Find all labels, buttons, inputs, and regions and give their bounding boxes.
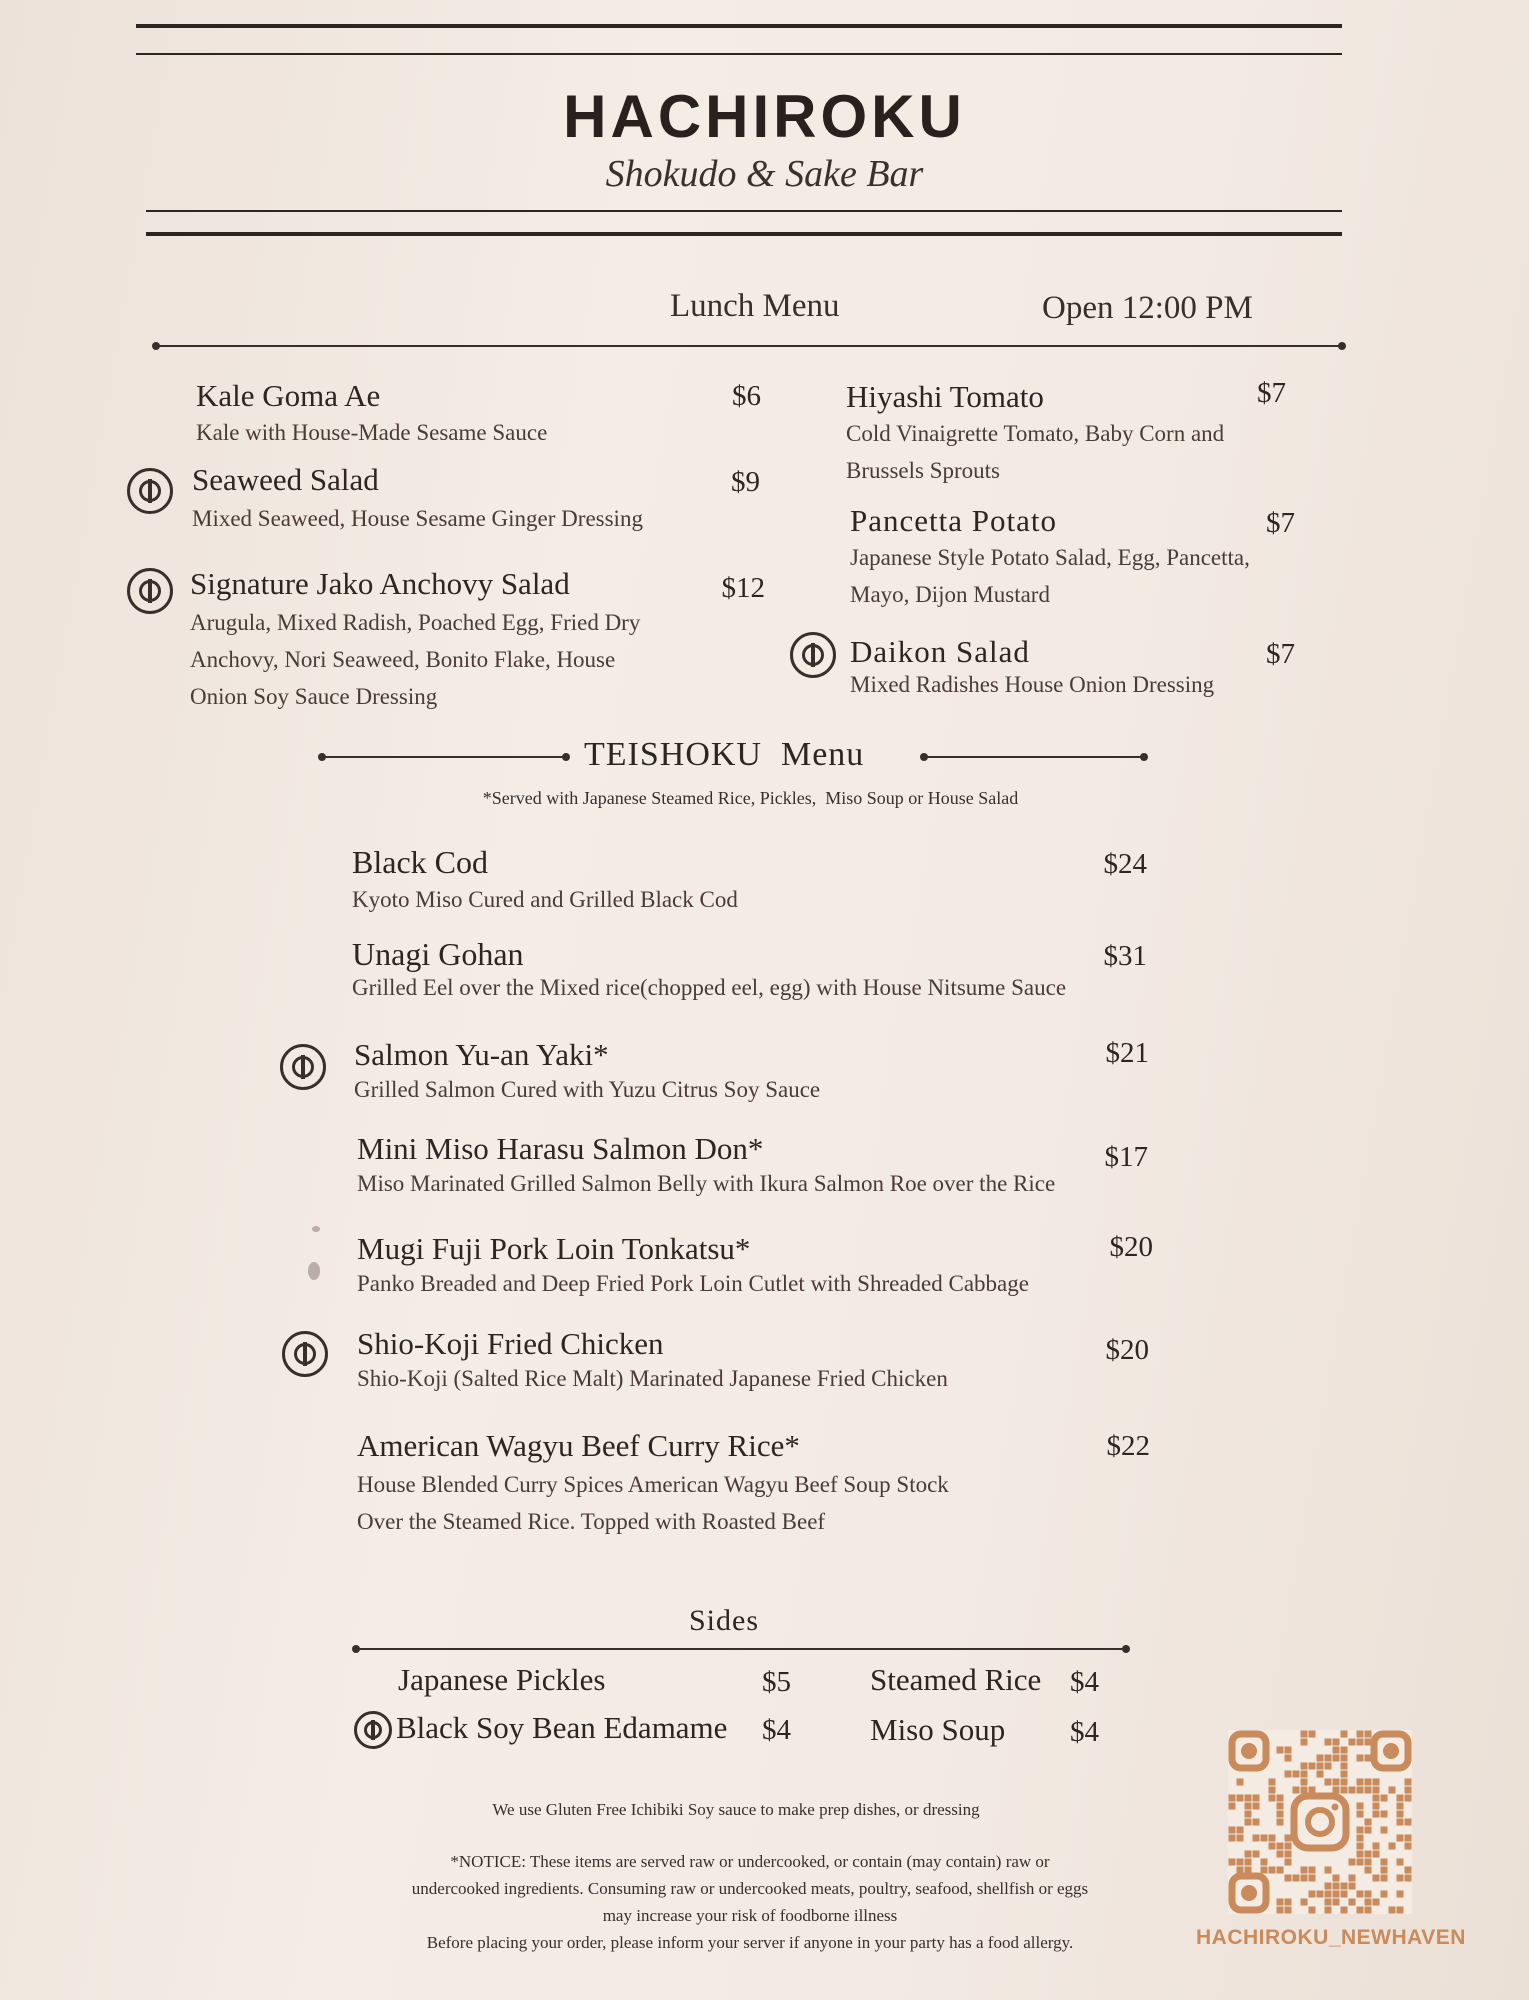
qr-module [1373,1851,1380,1858]
qr-module [1269,1867,1276,1874]
qr-module [1237,1867,1244,1874]
instagram-qr-code[interactable] [1228,1730,1412,1914]
starter-jako-anchovy-salad [190,566,765,715]
qr-module [1381,1891,1388,1898]
qr-module [1341,1883,1348,1890]
qr-module [1245,1867,1252,1874]
qr-module [1301,1771,1308,1778]
qr-module [1373,1811,1380,1818]
qr-module [1365,1779,1372,1786]
signature-badge-icon [127,468,173,514]
instagram-icon [1294,1796,1346,1848]
qr-module [1245,1819,1252,1826]
qr-module [1333,1891,1340,1898]
qr-module [1389,1787,1396,1794]
signature-badge-icon [354,1711,392,1749]
signature-badge-icon [790,632,836,678]
qr-module [1397,1891,1404,1898]
qr-module [1309,1891,1316,1898]
qr-module [1357,1835,1364,1842]
notice-line: *NOTICE: These items are served raw or undercooked, or contain (may contain) raw or [450,1852,1050,1871]
qr-module [1373,1779,1380,1786]
qr-module [1389,1907,1396,1914]
top-rule-2 [136,53,1342,55]
item-description-line: Japanese Style Potato Salad, Egg, Pancetta, [850,545,1250,570]
qr-module [1269,1835,1276,1842]
signature-badge-icon [127,568,173,614]
gluten-free-note: We use Gluten Free Ichibiki Soy sauce to make prep dishes, or dressing [492,1800,980,1819]
qr-module [1341,1779,1348,1786]
side-japanese-pickles: Japanese Pickles [398,1662,606,1697]
qr-module [1245,1803,1252,1810]
qr-module [1277,1803,1284,1810]
qr-module [1381,1811,1388,1818]
item-price: $12 [721,572,765,604]
qr-module [1357,1755,1364,1762]
qr-module [1365,1739,1372,1746]
item-description: Miso Marinated Grilled Salmon Belly with Ikura Salmon Roe over the Rice [357,1171,1056,1196]
item-name: Salmon Yu-an Yaki* [354,1037,609,1072]
item-name: American Wagyu Beef Curry Rice* [357,1428,800,1463]
teishoku-wagyu-beef-curry-rice [357,1428,1157,1540]
qr-module [1397,1803,1404,1810]
qr-module [1381,1795,1388,1802]
qr-module [1301,1787,1308,1794]
qr-module [1269,1795,1276,1802]
qr-module [1349,1883,1356,1890]
qr-module [1325,1739,1332,1746]
starter-kale-goma-ae [196,378,761,451]
qr-module [1357,1739,1364,1746]
instagram-handle: HACHIROKU_NEWHAVEN [1196,1926,1466,1949]
item-name: Black Cod [352,844,488,880]
qr-module [1341,1755,1348,1762]
qr-module [1245,1811,1252,1818]
qr-module [1277,1851,1284,1858]
qr-module [1285,1899,1292,1906]
item-description-line: Brussels Sprouts [846,458,1000,483]
qr-module [1373,1803,1380,1810]
side-black-soy-bean-edamame: Black Soy Bean Edamame [396,1710,728,1745]
qr-module [1277,1819,1284,1826]
qr-module [1237,1835,1244,1842]
item-name: Pancetta Potato [850,503,1057,538]
qr-module [1333,1787,1340,1794]
qr-module [1269,1843,1276,1850]
side-japanese-pickles-price: $5 [762,1666,791,1698]
qr-module [1333,1899,1340,1906]
teishoku-shio-koji-fried-chicken [357,1326,1157,1397]
qr-module [1285,1747,1292,1754]
item-description: Kyoto Miso Cured and Grilled Black Cod [352,887,738,912]
qr-module [1285,1875,1292,1882]
item-description-line: Onion Soy Sauce Dressing [190,684,438,709]
qr-module [1397,1835,1404,1842]
item-price: $31 [1103,940,1147,972]
qr-module [1365,1891,1372,1898]
qr-module [1373,1787,1380,1794]
qr-module [1357,1859,1364,1866]
item-description: Mixed Seaweed, House Sesame Ginger Dressing [192,506,643,531]
qr-module [1293,1771,1300,1778]
qr-module [1229,1859,1236,1866]
notice-line: may increase your risk of foodborne illness [602,1906,898,1925]
qr-module [1317,1755,1324,1762]
qr-module [1325,1891,1332,1898]
raw-food-notice [320,1848,1180,1956]
qr-module [1381,1859,1388,1866]
qr-module [1309,1787,1316,1794]
item-description: Shio-Koji (Salted Rice Malt) Marinated Japanese Fried Chicken [357,1366,948,1391]
starter-seaweed-salad [192,462,760,537]
qr-module [1309,1731,1316,1738]
qr-module [1301,1731,1308,1738]
qr-module [1349,1787,1356,1794]
qr-module [1309,1907,1316,1914]
qr-module [1341,1907,1348,1914]
qr-module [1237,1779,1244,1786]
qr-module [1397,1795,1404,1802]
qr-module [1261,1859,1268,1866]
qr-module [1405,1835,1412,1842]
qr-module [1357,1907,1364,1914]
qr-module [1373,1795,1380,1802]
qr-module [1237,1827,1244,1834]
item-price: $20 [1109,1231,1153,1263]
qr-module [1405,1843,1412,1850]
qr-module [1277,1867,1284,1874]
item-name: Daikon Salad [850,634,1030,669]
item-price: $7 [1266,507,1295,539]
item-description-line: Arugula, Mixed Radish, Poached Egg, Fried Dry [190,610,641,635]
qr-module [1285,1755,1292,1762]
qr-module [1365,1819,1372,1826]
qr-module [1325,1899,1332,1906]
qr-module [1325,1763,1332,1770]
qr-module [1341,1763,1348,1770]
qr-module [1245,1851,1252,1858]
qr-module [1245,1795,1252,1802]
qr-module [1365,1755,1372,1762]
qr-module [1349,1899,1356,1906]
qr-module [1373,1875,1380,1882]
item-price: $7 [1257,377,1286,409]
qr-module [1285,1859,1292,1866]
lunch-divider [156,345,1342,347]
qr-module [1357,1803,1364,1810]
teishoku-divider-left [322,756,566,758]
item-name: Mini Miso Harasu Salmon Don* [357,1131,764,1166]
header-bottom-rule-1 [146,210,1342,212]
sides-title: Sides [689,1604,760,1637]
side-miso-soup: Miso Soup [870,1712,1006,1747]
item-description: Grilled Salmon Cured with Yuzu Citrus Soy Sauce [354,1077,821,1102]
qr-module [1405,1875,1412,1882]
qr-module [1293,1875,1300,1882]
opening-hours: Open 12:00 PM [1042,290,1253,326]
item-name: Hiyashi Tomato [846,379,1044,414]
item-name: Mugi Fuji Pork Loin Tonkatsu* [357,1231,751,1266]
qr-module [1285,1835,1292,1842]
qr-module [1365,1899,1372,1906]
menu-title: Lunch Menu [670,288,840,324]
teishoku-note: *Served with Japanese Steamed Rice, Pickles, Miso Soup or House Salad [482,788,1019,808]
teishoku-black-cod [352,844,1147,918]
qr-module [1245,1859,1252,1866]
qr-module [1365,1907,1372,1914]
item-description-line: Cold Vinaigrette Tomato, Baby Corn and [846,421,1225,446]
qr-module [1253,1795,1260,1802]
teishoku-title: TEISHOKU Menu [584,736,865,773]
top-rule-1 [136,24,1342,28]
qr-module [1293,1787,1300,1794]
item-price: $6 [732,380,761,412]
qr-module [1301,1739,1308,1746]
qr-module [1325,1755,1332,1762]
qr-module [1229,1827,1236,1834]
qr-module [1365,1867,1372,1874]
item-description: Kale with House-Made Sesame Sauce [196,420,548,445]
qr-module [1237,1859,1244,1866]
qr-module [1373,1843,1380,1850]
qr-module [1365,1731,1372,1738]
qr-module [1349,1859,1356,1866]
qr-module [1277,1747,1284,1754]
qr-module [1341,1731,1348,1738]
qr-module [1325,1779,1332,1786]
qr-module [1301,1867,1308,1874]
qr-module [1397,1859,1404,1866]
qr-module [1341,1771,1348,1778]
qr-module [1341,1891,1348,1898]
item-price: $17 [1104,1141,1148,1173]
qr-module [1357,1779,1364,1786]
item-price: $7 [1266,638,1295,670]
item-name: Unagi Gohan [352,936,524,972]
item-price: $20 [1105,1334,1149,1366]
qr-module [1397,1811,1404,1818]
qr-module [1389,1843,1396,1850]
qr-module [1405,1795,1412,1802]
side-steamed-rice-price: $4 [1070,1666,1099,1698]
qr-module [1277,1899,1284,1906]
header-bottom-rule-2 [146,232,1342,236]
qr-module [1357,1811,1364,1818]
qr-module [1365,1859,1372,1866]
qr-module [1253,1851,1260,1858]
teishoku-divider-right [924,756,1144,758]
qr-module [1333,1883,1340,1890]
starter-daikon-salad [850,634,1300,703]
qr-module [1261,1835,1268,1842]
qr-module [1277,1843,1284,1850]
qr-module [1277,1811,1284,1818]
qr-module [1285,1907,1292,1914]
item-name: Seaweed Salad [192,462,379,497]
qr-module [1397,1875,1404,1882]
qr-module [1365,1851,1372,1858]
qr-module [1253,1819,1260,1826]
qr-module [1285,1851,1292,1858]
item-description-line: Over the Steamed Rice. Topped with Roasted Beef [357,1509,826,1534]
qr-module [1357,1731,1364,1738]
qr-module [1229,1835,1236,1842]
qr-module [1405,1787,1412,1794]
qr-module [1357,1787,1364,1794]
qr-module [1405,1779,1412,1786]
qr-module [1317,1763,1324,1770]
qr-module [1325,1883,1332,1890]
qr-module [1301,1875,1308,1882]
teishoku-mini-miso-harasu-salmon-don [357,1131,1157,1202]
qr-module [1301,1763,1308,1770]
qr-module [1309,1875,1316,1882]
teishoku-unagi-gohan [352,936,1147,1006]
qr-module [1333,1875,1340,1882]
qr-module [1357,1851,1364,1858]
qr-module [1309,1763,1316,1770]
qr-module [1333,1755,1340,1762]
qr-module [1341,1787,1348,1794]
item-description: Grilled Eel over the Mixed rice(chopped eel, egg) with House Nitsume Sauce [352,975,1067,1000]
signature-badge-icon [282,1331,328,1377]
qr-module [1381,1867,1388,1874]
restaurant-name: HACHIROKU [563,83,966,150]
qr-module [1357,1843,1364,1850]
qr-module [1333,1747,1340,1754]
qr-module [1325,1907,1332,1914]
qr-module [1317,1771,1324,1778]
paper-smudge [308,1262,320,1280]
restaurant-tagline: Shokudo & Sake Bar [605,153,924,195]
signature-badge-icon [280,1044,326,1090]
item-description-line: Anchovy, Nori Seaweed, Bonito Flake, House [190,647,616,672]
qr-module [1301,1899,1308,1906]
qr-module [1341,1747,1348,1754]
side-black-soy-bean-edamame-price: $4 [762,1714,791,1746]
teishoku-salmon-yu-an-yaki [354,1037,1149,1108]
qr-module [1357,1827,1364,1834]
paper-smudge [312,1226,320,1232]
qr-module [1349,1739,1356,1746]
item-name: Signature Jako Anchovy Salad [190,566,570,601]
qr-module [1269,1787,1276,1794]
qr-module [1261,1867,1268,1874]
qr-module [1405,1867,1412,1874]
qr-module [1237,1795,1244,1802]
qr-module [1373,1899,1380,1906]
qr-module [1229,1803,1236,1810]
qr-module [1253,1835,1260,1842]
qr-module [1277,1907,1284,1914]
item-description: Panko Breaded and Deep Fried Pork Loin Cutlet with Shreaded Cabbage [357,1271,1029,1296]
item-description-line: House Blended Curry Spices American Wagyu Beef Soup Stock [357,1472,949,1497]
item-price: $9 [731,466,760,498]
qr-module [1349,1875,1356,1882]
starter-pancetta-potato [850,503,1300,613]
sides-divider [356,1648,1126,1650]
teishoku-pork-loin-tonkatsu [357,1231,1157,1302]
qr-module [1397,1907,1404,1914]
qr-module [1365,1787,1372,1794]
item-description: Mixed Radishes House Onion Dressing [850,672,1215,697]
qr-module [1269,1779,1276,1786]
side-steamed-rice: Steamed Rice [870,1662,1042,1697]
qr-module [1333,1739,1340,1746]
item-description-line: Mayo, Dijon Mustard [850,582,1050,607]
qr-module [1357,1891,1364,1898]
qr-module [1277,1795,1284,1802]
notice-line: Before placing your order, please inform your server if anyone in your party has a food allergy. [426,1933,1074,1952]
qr-module [1325,1867,1332,1874]
qr-module [1285,1843,1292,1850]
item-name: Kale Goma Ae [196,378,381,413]
item-price: $21 [1105,1037,1149,1069]
qr-module [1317,1891,1324,1898]
qr-module [1309,1867,1316,1874]
side-miso-soup-price: $4 [1070,1716,1099,1748]
qr-module [1253,1803,1260,1810]
qr-module [1381,1827,1388,1834]
starter-hiyashi-tomato [846,379,1286,489]
item-price: $24 [1103,848,1147,880]
item-price: $22 [1106,1430,1150,1462]
qr-module [1381,1875,1388,1882]
qr-module [1397,1819,1404,1826]
qr-module [1405,1819,1412,1826]
qr-module [1365,1827,1372,1834]
qr-module [1301,1779,1308,1786]
qr-module [1229,1795,1236,1802]
qr-module [1333,1779,1340,1786]
notice-line: undercooked ingredients. Consuming raw or undercooked meats, poultry, seafood, shellfish or eggs [411,1879,1089,1898]
item-name: Shio-Koji Fried Chicken [357,1326,664,1361]
qr-module [1285,1771,1292,1778]
